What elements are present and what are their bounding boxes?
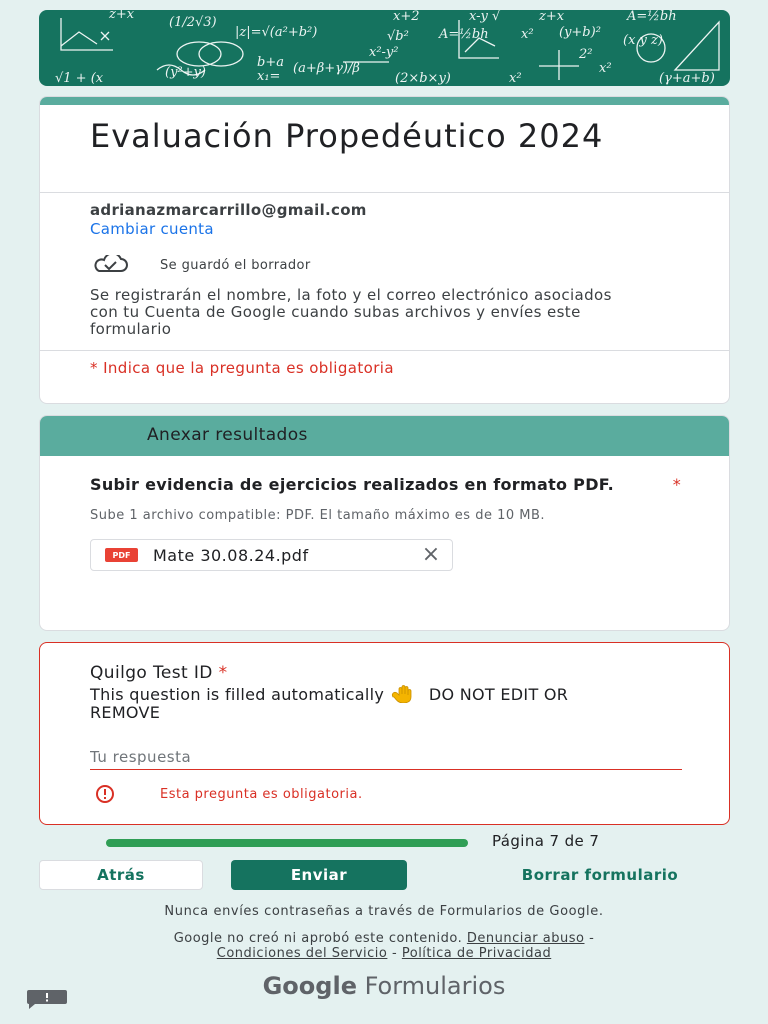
quilgo-question-label: Quilgo Test ID: [90, 663, 213, 683]
account-section: [40, 193, 729, 338]
privacy-notice: Se registrarán el nombre, la foto y el correo electrónico asociados con tu Cuenta de Google cuando subas archivos y envíes este formulario: [90, 286, 612, 338]
svg-text:2²: 2²: [579, 47, 593, 62]
feedback-icon[interactable]: [27, 990, 67, 1010]
svg-text:x₁=: x₁=: [257, 69, 281, 84]
separator: -: [584, 931, 595, 946]
required-asterisk: *: [672, 475, 681, 494]
quilgo-question-card: [39, 642, 730, 825]
svg-text:(2×b×y): (2×b×y): [395, 71, 451, 86]
header-banner-image: [39, 10, 730, 86]
google-forms-logo[interactable]: [0, 972, 768, 1000]
upload-section-card: [39, 415, 730, 631]
uploaded-file-name[interactable]: Mate 30.08.24.pdf: [153, 545, 309, 565]
progress-bar: [106, 839, 468, 847]
svg-text:x+2: x+2: [393, 10, 420, 24]
svg-text:A=½bh: A=½bh: [439, 27, 489, 42]
svg-text:(a+β+γ)/β: (a+β+γ)/β: [293, 61, 360, 76]
draft-status: [90, 255, 679, 275]
brand-google: Google: [262, 972, 357, 1000]
svg-text:(y²+y): (y²+y): [165, 65, 206, 80]
svg-text:x²: x²: [509, 71, 522, 86]
pdf-file-icon: PDF: [105, 548, 138, 562]
form-title: Evaluación Propedéutico 2024: [40, 105, 729, 193]
upload-question-text: Subir evidencia de ejercicios realizados en formato PDF.: [90, 475, 615, 494]
required-error: [92, 784, 729, 804]
svg-text:z+x: z+x: [539, 10, 565, 24]
svg-text:(γ+a+b): (γ+a+b): [659, 71, 715, 86]
quilgo-question-description: [40, 683, 729, 722]
change-account-link[interactable]: Cambiar cuenta: [90, 220, 214, 238]
description-text-end: DO NOT EDIT OR REMOVE: [90, 685, 569, 722]
remove-file-icon[interactable]: ×: [421, 542, 441, 567]
page-indicator: Página 7 de 7: [492, 832, 600, 850]
description-text-start: This question is filled automatically: [90, 685, 390, 704]
raised-hand-icon: [389, 685, 423, 703]
footer-disclaimer: [0, 931, 768, 961]
uploaded-file-chip[interactable]: [90, 539, 453, 571]
svg-text:√b²: √b²: [387, 29, 409, 44]
svg-text:(1/2√3): (1/2√3): [169, 15, 217, 30]
disclaimer-text: Google no creó ni aprobó este contenido.: [173, 931, 467, 946]
svg-text:√1 + (x: √1 + (x: [55, 71, 104, 86]
draft-status-text: Se guardó el borrador: [160, 257, 311, 273]
brand-product: Formularios: [356, 972, 506, 1000]
quilgo-question-title: [40, 643, 729, 683]
back-button[interactable]: Atrás: [39, 860, 203, 890]
error-text: Esta pregunta es obligatoria.: [160, 786, 363, 802]
submit-button[interactable]: Enviar: [231, 860, 407, 890]
svg-text:x²-y²: x²-y²: [369, 45, 399, 60]
form-header-card: [39, 96, 730, 404]
upload-help-text: Sube 1 archivo compatible: PDF. El tamaño máximo es de 10 MB.: [90, 508, 546, 523]
quilgo-answer-input[interactable]: [90, 748, 682, 770]
section-title: Anexar resultados: [40, 416, 729, 456]
clear-form-button[interactable]: Borrar formulario: [470, 860, 730, 890]
terms-link[interactable]: Condiciones del Servicio: [216, 946, 388, 961]
report-abuse-link[interactable]: Denunciar abuso: [466, 931, 585, 946]
error-icon: [92, 784, 118, 804]
svg-text:x²: x²: [521, 27, 534, 42]
svg-text:x-y √: x-y √: [469, 10, 501, 24]
upload-question-title: [40, 456, 729, 495]
cloud-saved-icon: [90, 255, 132, 275]
svg-text:(x y z): (x y z): [623, 33, 663, 48]
privacy-link[interactable]: Política de Privacidad: [401, 946, 552, 961]
svg-text:z+x: z+x: [109, 10, 135, 22]
account-email: adrianazmarcarrillo@gmail.com: [90, 201, 367, 219]
separator: -: [387, 946, 402, 961]
svg-text:(y+b)²: (y+b)²: [559, 25, 601, 40]
svg-text:|z|=√(a²+b²): |z|=√(a²+b²): [235, 25, 318, 40]
required-asterisk: *: [218, 663, 228, 683]
svg-text:b+a: b+a: [257, 55, 284, 70]
password-warning: Nunca envíes contraseñas a través de Formularios de Google.: [164, 904, 604, 919]
header-accent-strip: [40, 97, 729, 105]
svg-text:A=½bh: A=½bh: [627, 10, 677, 24]
required-note: * Indica que la pregunta es obligatoria: [40, 350, 729, 377]
svg-text:x²: x²: [599, 61, 612, 76]
